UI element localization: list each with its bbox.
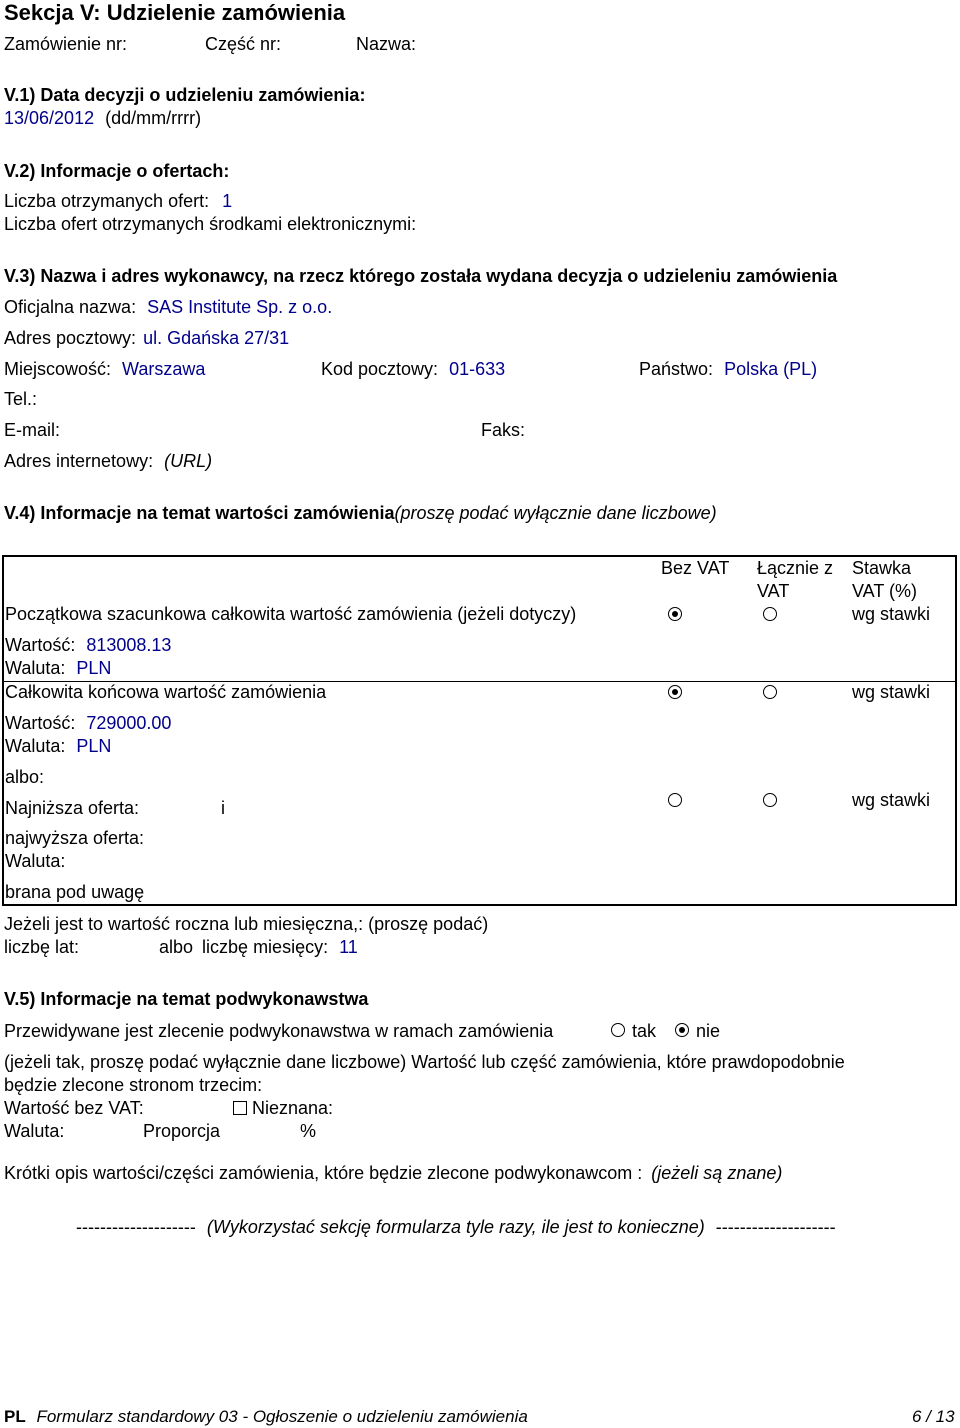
fax-label: Faks: [481, 420, 526, 440]
country-value: Polska (PL) [724, 359, 818, 379]
subcontract-no-radio-icon[interactable] [675, 1023, 689, 1037]
subcontract-yes-label: tak [632, 1021, 657, 1041]
footer [4, 1406, 528, 1428]
website-hint: (URL) [164, 451, 213, 471]
postal-code-value: 01-633 [449, 359, 506, 379]
v4-heading-row [4, 502, 717, 524]
postal-code-row [321, 358, 505, 380]
range-rate: wg stawki [852, 790, 931, 810]
subcontract-currency-label: Waluta: [4, 1121, 65, 1141]
decision-date: 13/06/2012 [4, 108, 95, 128]
v5-heading: V.5) Informacje na temat podwykonawstwa [4, 989, 369, 1009]
subcontract-no-label: nie [696, 1021, 721, 1041]
subcontract-net-value-label: Wartość bez VAT: [4, 1098, 144, 1118]
subcontract-desc-label: Krótki opis wartości/części zamówienia, które będzie zlecone podwykonawcom : [4, 1163, 643, 1183]
col-net-header: Bez VAT [661, 558, 730, 578]
months-label: liczbę miesięcy: [202, 937, 329, 957]
subcontract-yes-radio-icon[interactable] [611, 1023, 625, 1037]
subcontract-info-line2: będzie zlecone stronom trzecim: [4, 1075, 263, 1095]
final-currency-value: PLN [76, 736, 112, 756]
official-name-row [4, 296, 332, 318]
final-rate: wg stawki [852, 682, 931, 702]
city-row [4, 358, 205, 380]
initial-currency-row [5, 657, 111, 679]
decision-date-row [4, 107, 201, 129]
final-currency-row [5, 735, 111, 757]
website-row [4, 450, 212, 472]
final-value-row [5, 712, 171, 734]
repeat-note [76, 1216, 836, 1238]
official-name-label: Oficjalna nazwa: [4, 297, 137, 317]
offers-received-label: Liczba otrzymanych ofert: [4, 191, 210, 211]
footer-page-number: 6 / 13 [912, 1407, 955, 1426]
and-label: i [221, 798, 225, 818]
tel-label: Tel.: [4, 389, 38, 409]
col-rate-header-1: Stawka [852, 558, 912, 578]
footer-code: PL [4, 1407, 26, 1426]
initial-gross-radio-icon[interactable] [763, 607, 777, 621]
city-value: Warszawa [122, 359, 206, 379]
initial-currency-value: PLN [76, 658, 112, 678]
initial-value-row [5, 634, 171, 656]
offers-received-row [4, 190, 232, 212]
postal-address-row [4, 327, 289, 349]
website-label: Adres internetowy: [4, 451, 154, 471]
v2-heading: V.2) Informacje o ofertach: [4, 161, 230, 181]
v4-heading: V.4) Informacje na temat wartości zamówienia [4, 503, 395, 523]
subcontract-share-label: Proporcja [143, 1121, 221, 1141]
annual-monthly-label: Jeżeli jest to wartość roczna lub miesięczna,: (proszę podać) [4, 914, 489, 934]
final-net-radio-icon[interactable] [668, 685, 682, 699]
v3-heading: V.3) Nazwa i adres wykonawcy, na rzecz którego została wydana decyzja o udzieleniu zamówienia [4, 266, 838, 286]
name-label: Nazwa: [356, 34, 417, 54]
unknown-label: Nieznana: [252, 1098, 334, 1118]
repeat-note-text: (Wykorzystać sekcję formularza tyle razy, ile jest to konieczne) [206, 1217, 705, 1237]
initial-net-radio-icon[interactable] [668, 607, 682, 621]
date-format-hint: (dd/mm/rrrr) [105, 108, 202, 128]
city-label: Miejscowość: [4, 359, 112, 379]
postal-address-value: ul. Gdańska 27/31 [143, 328, 290, 348]
email-label: E-mail: [4, 420, 61, 440]
country-row [639, 358, 817, 380]
or-label: albo: [5, 767, 45, 787]
final-gross-radio-icon[interactable] [763, 685, 777, 699]
initial-currency-label: Waluta: [5, 658, 66, 678]
highest-offer-label: najwyższa oferta: [5, 828, 145, 848]
percent-label: % [300, 1121, 317, 1141]
subcontract-info-line1: (jeżeli tak, proszę podać wyłącznie dane liczbowe) Wartość lub część zamówienia, które prawdopodobnie [4, 1052, 845, 1072]
months-row [159, 936, 358, 958]
official-name-value: SAS Institute Sp. z o.o. [147, 297, 333, 317]
final-value-label: Całkowita końcowa wartość zamówienia [5, 682, 327, 702]
subcontract-desc-row [4, 1162, 782, 1184]
final-value-amount: 729000.00 [86, 713, 172, 733]
dashes-left: -------------------- [76, 1217, 196, 1237]
v4-heading-hint: (proszę podać wyłącznie dane liczbowe) [394, 503, 717, 523]
range-currency-label: Waluta: [5, 851, 66, 871]
considered-label: brana pod uwagę [5, 882, 145, 902]
offers-electronic-label: Liczba ofert otrzymanych środkami elektronicznymi: [4, 214, 417, 234]
subcontract-planned-label: Przewidywane jest zlecenie podwykonawstwa w ramach zamówienia [4, 1021, 554, 1041]
initial-value-amount: 813008.13 [86, 635, 172, 655]
postal-address-label: Adres pocztowy: [4, 328, 137, 348]
offers-received-value: 1 [222, 191, 233, 211]
lowest-offer-label: Najniższa oferta: [5, 798, 140, 818]
col-gross-header-1: Łącznie z [757, 558, 834, 578]
col-gross-header-2: VAT [757, 581, 790, 601]
months-value: 11 [339, 937, 358, 957]
range-gross-radio-icon[interactable] [763, 793, 777, 807]
part-number-label: Część nr: [205, 34, 282, 54]
col-rate-header-2: VAT (%) [852, 581, 918, 601]
initial-rate: wg stawki [852, 604, 931, 624]
final-currency-label: Waluta: [5, 736, 66, 756]
footer-form-title: Formularz standardowy 03 - Ogłoszenie o udzieleniu zamówienia [36, 1407, 528, 1426]
section-title: Sekcja V: Udzielenie zamówienia [4, 0, 346, 25]
v1-heading: V.1) Data decyzji o udzieleniu zamówienia: [4, 85, 366, 105]
years-label: liczbę lat: [4, 937, 80, 957]
initial-value-label-short: Wartość: [5, 635, 76, 655]
or-label-2: albo [159, 937, 194, 957]
country-label: Państwo: [639, 359, 714, 379]
order-number-label: Zamówienie nr: [4, 34, 128, 54]
initial-value-label: Początkowa szacunkowa całkowita wartość zamówienia (jeżeli dotyczy) [5, 604, 577, 624]
dashes-right: -------------------- [715, 1217, 836, 1237]
subcontract-desc-hint: (jeżeli są znane) [651, 1163, 783, 1183]
range-net-radio-icon[interactable] [668, 793, 682, 807]
unknown-checkbox-icon[interactable] [233, 1101, 247, 1115]
postal-code-label: Kod pocztowy: [321, 359, 439, 379]
final-value-label-short: Wartość: [5, 713, 76, 733]
